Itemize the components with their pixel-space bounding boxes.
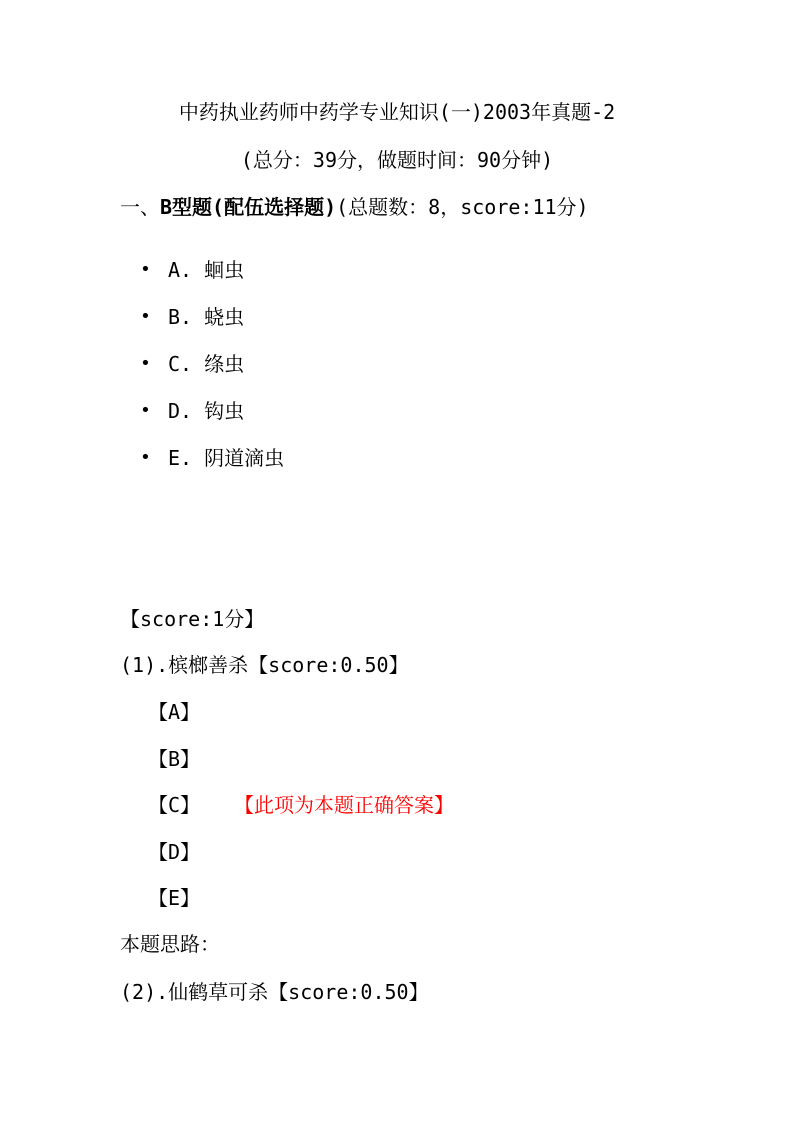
- option-item: [140, 256, 284, 303]
- answer-c: [148, 791, 454, 819]
- section-info: (总题数：8，score:11分): [336, 195, 589, 219]
- answer-a: 【A】: [148, 700, 201, 724]
- group-score: 【score:1分】: [120, 607, 265, 631]
- option-label: B.: [168, 305, 193, 329]
- option-item: [140, 303, 284, 350]
- section-name: B型题(配伍选择题): [160, 195, 337, 219]
- option-label: C.: [168, 352, 193, 376]
- analysis-label: 本题思路：: [120, 932, 220, 956]
- option-item: [140, 444, 284, 491]
- bullet-icon: •: [140, 447, 151, 468]
- section-prefix: 一、: [120, 195, 160, 219]
- question-2: (2).仙鹤草可杀【score:0.50】: [120, 980, 429, 1004]
- option-list: [140, 256, 284, 491]
- option-text: 阴道滴虫: [204, 446, 285, 470]
- bullet-icon: •: [140, 306, 151, 327]
- answer-e: 【E】: [148, 886, 201, 910]
- option-label: E.: [168, 446, 193, 470]
- option-text: 绦虫: [204, 352, 245, 376]
- answer-c-label: 【C】: [148, 793, 201, 817]
- answer-b: 【B】: [148, 747, 201, 771]
- document-title: 中药执业药师中药学专业知识(一)2003年真题-2: [178, 100, 616, 124]
- option-item: [140, 397, 284, 444]
- bullet-icon: •: [140, 259, 151, 280]
- correct-answer-note: 【此项为本题正确答案】: [244, 793, 455, 817]
- option-label: A.: [168, 258, 193, 282]
- answer-d: 【D】: [148, 840, 201, 864]
- option-item: [140, 350, 284, 397]
- section-heading: [120, 193, 589, 221]
- option-label: D.: [168, 399, 193, 423]
- document-subtitle: (总分：39分，做题时间：90分钟): [240, 148, 554, 172]
- bullet-icon: •: [140, 400, 151, 421]
- bullet-icon: •: [140, 353, 151, 374]
- question-1: (1).槟榔善杀【score:0.50】: [120, 653, 409, 677]
- option-text: 钩虫: [204, 399, 245, 423]
- option-text: 蛔虫: [204, 258, 245, 282]
- option-text: 蛲虫: [204, 305, 245, 329]
